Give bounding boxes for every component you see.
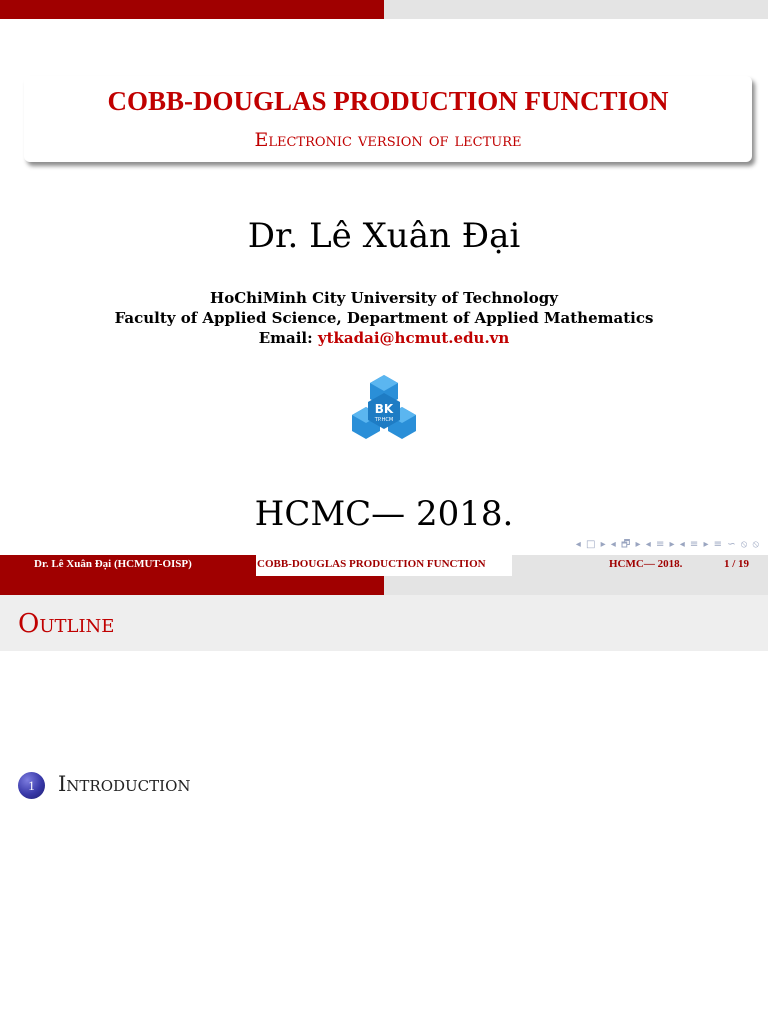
frame-title-bar — [0, 595, 768, 651]
slide-title: COBB-DOUGLAS PRODUCTION FUNCTION — [107, 86, 669, 116]
top-bar-red — [0, 576, 384, 595]
university-logo-icon — [348, 373, 420, 445]
email-line — [0, 329, 768, 347]
top-bar — [0, 576, 768, 595]
footer-left — [0, 555, 256, 576]
top-bar — [0, 0, 768, 19]
email-link[interactable]: ytkadai@hcmut.edu.vn — [317, 329, 510, 347]
slide-footer — [0, 555, 768, 576]
outline-slide — [0, 576, 768, 1024]
logo-text-bk: BK — [374, 402, 394, 416]
footer-page-number: 1 / 19 — [724, 558, 750, 570]
logo-text-tphcm: TP.HCM — [374, 417, 394, 423]
author-name: Dr. Lê Xuân Đại — [247, 216, 521, 256]
title-box — [24, 76, 752, 162]
email-label: Email: — [258, 329, 313, 347]
footer-title: COBB-DOUGLAS PRODUCTION FUNCTION — [257, 558, 486, 570]
beamer-navigation[interactable]: ◂ □ ▸ ◂ 🗗 ▸ ◂ ≡ ▸ ◂ ≡ ▸ ≡ ∽ ⦸ ⦸ — [575, 539, 760, 550]
footer-author: Dr. Lê Xuân Đại (HCMUT-OISP) — [34, 558, 192, 570]
toc-number-ball-icon: 1 — [18, 772, 45, 799]
footer-right — [512, 555, 768, 576]
frame-title: Outline — [18, 609, 115, 639]
top-bar-grey — [384, 0, 768, 19]
institution-faculty: Faculty of Applied Science, Department of Applied Mathematics — [114, 309, 654, 327]
footer-middle — [256, 555, 512, 576]
footer-date: HCMC— 2018. — [609, 558, 683, 570]
slide-subtitle: Electronic version of lecture — [254, 129, 522, 151]
institution-university: HoChiMinh City University of Technology — [210, 289, 558, 307]
top-bar-grey — [384, 576, 768, 595]
top-bar-red — [0, 0, 384, 19]
presentation-date: HCMC— 2018. — [254, 494, 514, 534]
toc-item-label: Introduction — [58, 772, 191, 796]
